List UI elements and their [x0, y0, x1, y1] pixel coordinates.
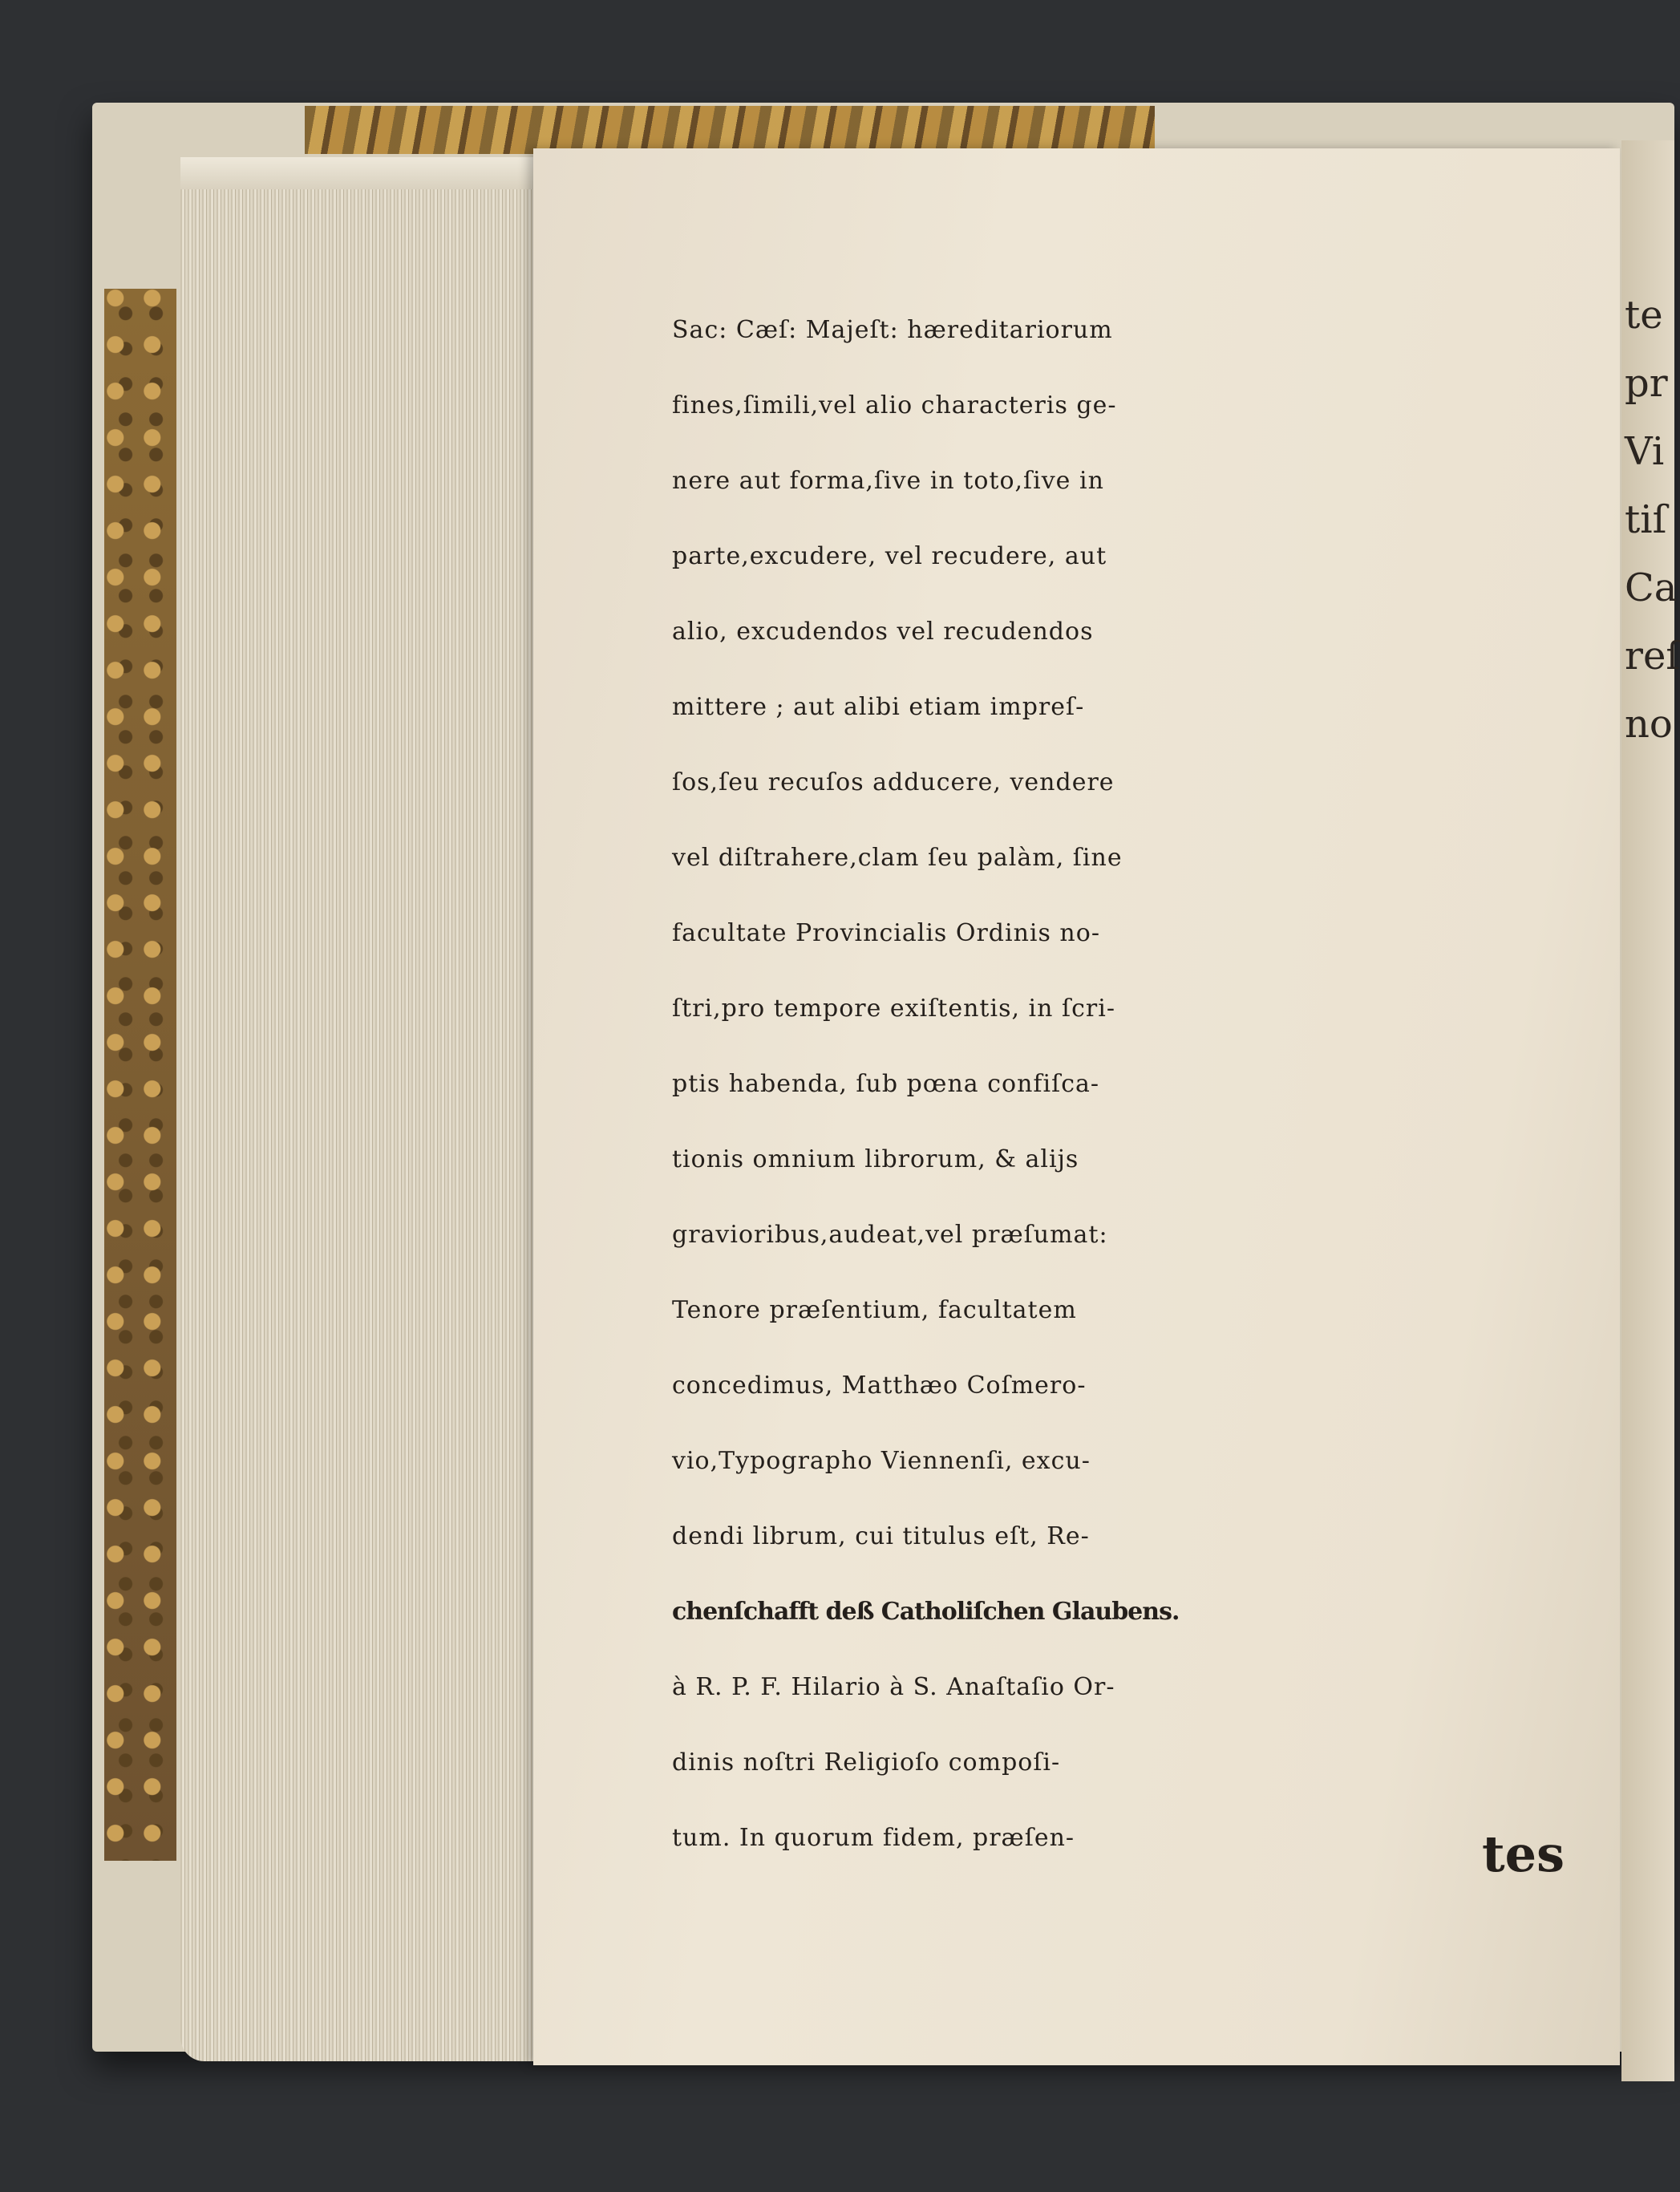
text-line: alio, excudendos vel recudendos — [672, 618, 1094, 646]
facing-fragment: tiſ — [1625, 497, 1667, 542]
text-line: dendi librum, cui titulus eſt, Re- — [672, 1522, 1090, 1550]
text-line: gravioribus,audeat,vel præſumat: — [672, 1221, 1108, 1249]
facing-fragment: Vi — [1625, 429, 1665, 474]
text-line-fraktur-title: chenſchafft deß Catholiſchen Glaubens. — [672, 1598, 1180, 1626]
facing-fragment: pr — [1625, 361, 1668, 406]
text-line: ſtri,pro tempore exiſtentis, in ſcri- — [672, 995, 1115, 1023]
page-text — [672, 293, 1618, 1876]
page-stack-edge — [180, 160, 533, 2061]
text-line: tum. In quorum fidem, præſen- — [672, 1824, 1075, 1852]
facing-fragment: te — [1625, 293, 1663, 338]
text-line: nere aut forma,ſive in toto,ſive in — [672, 467, 1104, 495]
facing-fragment: Ca — [1625, 565, 1678, 610]
text-line: vio,Typographo Viennenſi, excu- — [672, 1447, 1091, 1475]
text-line: ptis habenda, ſub pœna confiſca- — [672, 1070, 1100, 1098]
facing-page-fragment — [1621, 140, 1680, 2081]
text-line: parte,excudere, vel recudere, aut — [672, 542, 1107, 570]
marbled-endpaper-left — [104, 289, 176, 1861]
text-line: mittere ; aut alibi etiam impreſ- — [672, 693, 1085, 721]
facing-fragment: no — [1625, 702, 1673, 747]
text-line: vel diſtrahere,clam ſeu palàm, ſine — [672, 844, 1123, 872]
text-line: à R. P. F. Hilario à S. Anaſtaſio Or- — [672, 1673, 1115, 1701]
marbled-endpaper-top — [305, 106, 1155, 154]
text-line: facultate Provincialis Ordinis no- — [672, 919, 1100, 947]
text-line: Tenore præſentium, facultatem — [672, 1296, 1077, 1324]
text-line: dinis noſtri Religioſo compoſi- — [672, 1748, 1061, 1777]
facing-fragment: reſ — [1625, 634, 1680, 679]
text-line: concedimus, Matthæo Coſmero- — [672, 1372, 1087, 1400]
catchword: tes — [1482, 1825, 1565, 1883]
page-stack-top — [180, 157, 533, 189]
text-line: ſos,ſeu recuſos adducere, vendere — [672, 768, 1115, 796]
text-line: Sac: Cæſ: Majeſt: hæreditariorum — [672, 316, 1113, 344]
text-line: fines,ſimili,vel alio characteris ge- — [672, 391, 1117, 419]
text-line: tionis omnium librorum, & alijs — [672, 1145, 1079, 1173]
